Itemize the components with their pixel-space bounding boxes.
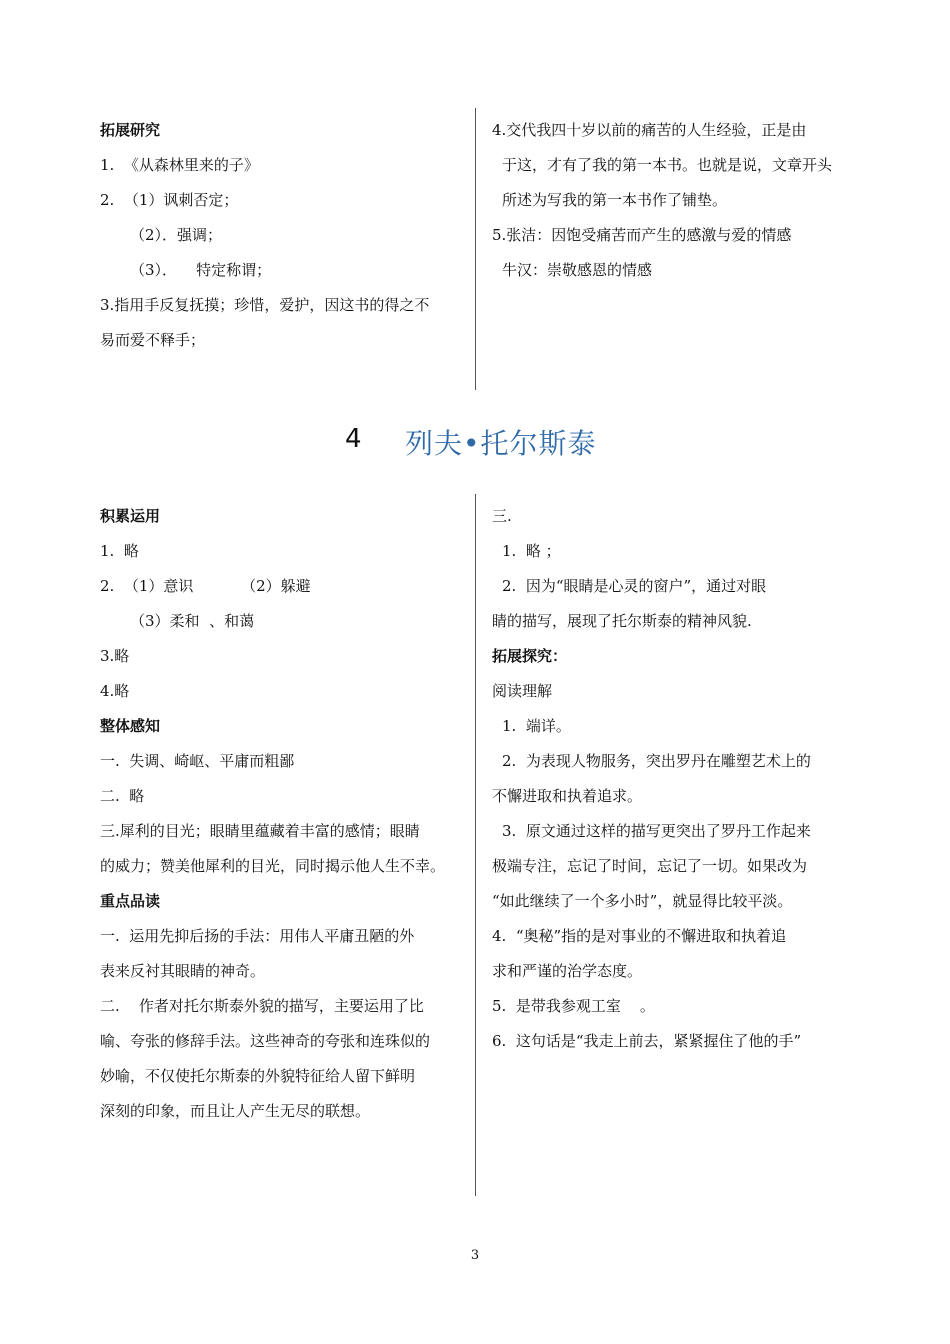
- section-heading-extension-exploration: 拓展探究：: [492, 647, 568, 665]
- answer-line: “如此继续了一个多小时”，就显得比较平淡。: [492, 892, 793, 910]
- chapter-title: 列夫•托尔斯泰: [405, 427, 597, 460]
- answer-line: 不懈进取和执着追求。: [492, 787, 643, 805]
- answer-line: 易而爱不释手；: [100, 331, 206, 349]
- answer-line: 2. 为表现人物服务，突出罗丹在雕塑艺术上的: [502, 752, 811, 770]
- answer-line: 2. （1）讽刺否定；: [100, 191, 239, 209]
- chapter-title-bar: [0, 418, 950, 468]
- answer-line: 3.指用手反复抚摸；珍惜，爱护，因这书的得之不: [100, 296, 430, 314]
- column-divider-top: [475, 108, 476, 390]
- answer-line: 妙喻，不仅使托尔斯泰的外貌特征给人留下鲜明: [100, 1067, 416, 1085]
- answer-line: 的威力；赞美他犀利的目光，同时揭示他人生不幸。: [100, 857, 446, 875]
- answer-line: 1. 略 ；: [502, 542, 561, 560]
- answer-line: 阅读理解: [492, 682, 553, 700]
- answer-line: 三.犀利的目光；眼睛里蕴藏着丰富的感情；眼睛: [100, 822, 420, 840]
- answer-line: （3）． 特定称谓；: [130, 261, 272, 279]
- chapter-number: 4: [345, 424, 362, 454]
- answer-line: （2）．强调；: [130, 226, 223, 244]
- answer-line: 1. 《从森林里来的子》: [100, 156, 259, 174]
- answer-line: 2. （1）意识 （2）躲避: [100, 577, 311, 595]
- answer-line: 一. 运用先抑后扬的手法：用伟人平庸丑陋的外: [100, 927, 415, 945]
- section-heading-key-reading: 重点品读: [100, 892, 161, 910]
- top-left-column: [100, 113, 470, 358]
- answer-line: 5. 是带我参观工室 。: [492, 997, 655, 1015]
- top-right-column: [492, 113, 862, 288]
- answer-line: 三.: [492, 507, 512, 525]
- answer-line: 所述为写我的第一本书作了铺垫。: [502, 191, 728, 209]
- answer-line: 4.略: [100, 682, 130, 700]
- bottom-right-column: [492, 499, 864, 1059]
- answer-line: 二. 作者对托尔斯泰外貌的描写，主要运用了比: [100, 997, 424, 1015]
- answer-line: 牛汉：崇敬感恩的情感: [502, 261, 653, 279]
- answer-line: 1. 略: [100, 542, 139, 560]
- answer-line: 一. 失调、崎岖、平庸而粗鄙: [100, 752, 295, 770]
- answer-line: 4.交代我四十岁以前的痛苦的人生经验，正是由: [492, 121, 807, 139]
- answer-line: 2. 因为“眼睛是心灵的窗户”，通过对眼: [502, 577, 767, 595]
- section-heading-overall-perception: 整体感知: [100, 717, 161, 735]
- answer-line: 求和严谨的治学态度。: [492, 962, 643, 980]
- answer-line: 于这，才有了我的第一本书。也就是说，文章开头: [502, 156, 833, 174]
- answer-line: 睛的描写，展现了托尔斯泰的精神风貌.: [492, 612, 752, 630]
- answer-line: 二. 略: [100, 787, 145, 805]
- answer-line: 3.略: [100, 647, 130, 665]
- section-heading-accumulation: 积累运用: [100, 507, 161, 525]
- answer-line: 3. 原文通过这样的描写更突出了罗丹工作起来: [502, 822, 811, 840]
- answer-line: 喻、夸张的修辞手法。这些神奇的夸张和连珠似的: [100, 1032, 431, 1050]
- answer-line: 1. 端详。: [502, 717, 571, 735]
- answer-line: （3）柔和 、和蔼: [130, 612, 255, 630]
- bottom-left-column: [100, 499, 472, 1129]
- page-number: 3: [470, 1248, 480, 1263]
- answer-line: 6. 这句话是“我走上前去，紧紧握住了他的手”: [492, 1032, 802, 1050]
- section-heading-extension-research: 拓展研究: [100, 121, 161, 139]
- answer-line: 5.张洁：因饱受痛苦而产生的感激与爱的情感: [492, 226, 792, 244]
- answer-line: 4. “奥秘”指的是对事业的不懈进取和执着追: [492, 927, 787, 945]
- answer-line: 深刻的印象，而且让人产生无尽的联想。: [100, 1102, 371, 1120]
- column-divider-bottom: [475, 494, 476, 1196]
- answer-line: 极端专注，忘记了时间，忘记了一切。如果改为: [492, 857, 808, 875]
- answer-line: 表来反衬其眼睛的神奇。: [100, 962, 266, 980]
